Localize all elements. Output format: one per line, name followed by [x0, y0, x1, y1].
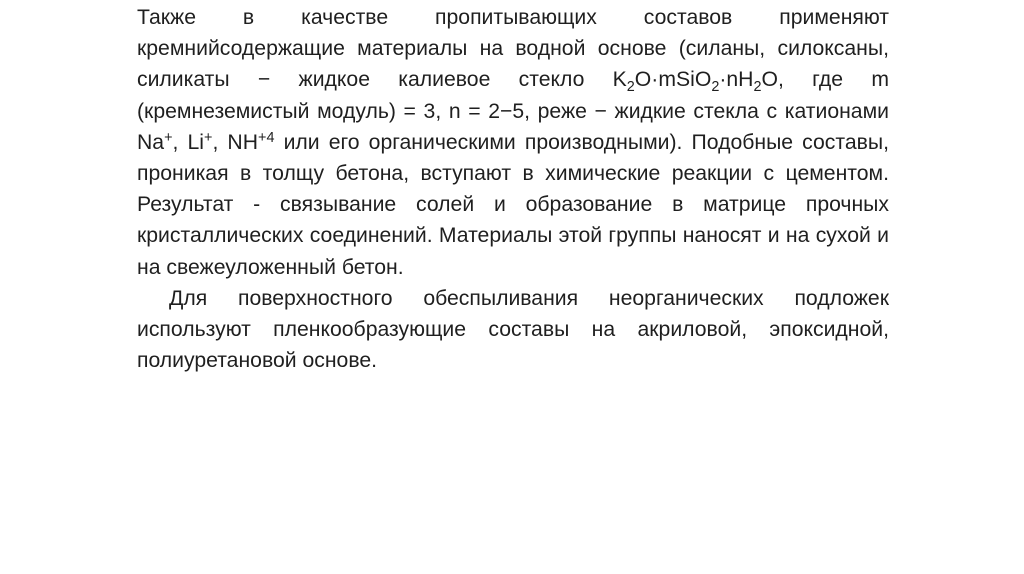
paragraph-text: O·mSiO [634, 68, 712, 92]
paragraph-text: ·nH [719, 68, 754, 92]
paragraph-text: Также в качестве пропитывающих составов применяют кремнийсодержащие материалы на водной основе (силаны, силоксаны, силикаты − жидкое калиевое стекло K [137, 6, 889, 92]
paragraph-text: , Li [172, 130, 205, 154]
paragraph-text: O, где m (кремнеземистый модуль) = 3, n = 2−5, реже − жидкие стекла с катионами Na [137, 68, 889, 154]
subscript: 2 [626, 78, 635, 95]
subscript: 2 [711, 78, 720, 95]
paragraph-text: , NH [212, 130, 259, 154]
paragraph-text: или его органическими производными). Подобные составы, проникая в толщу бетона, вступают в химические реакции с цементом. Результат - связывание солей и образование в матрице прочных кристаллических соединений. Материалы этой группы наносят и на сухой и на свежеуложенный бетон. [137, 130, 890, 279]
paragraph-dust-removal: Для поверхностного обеспыливания неорганических подложек используют пленкообразующие составы на акриловой, эпоксидной, полиуретановой основе. [137, 286, 889, 373]
subscript: 2 [753, 78, 762, 95]
superscript: + [204, 130, 213, 147]
paragraph-impregnating-compositions [137, 2, 889, 283]
superscript: +4 [258, 130, 275, 147]
superscript: + [164, 130, 173, 147]
text-body [137, 2, 889, 376]
